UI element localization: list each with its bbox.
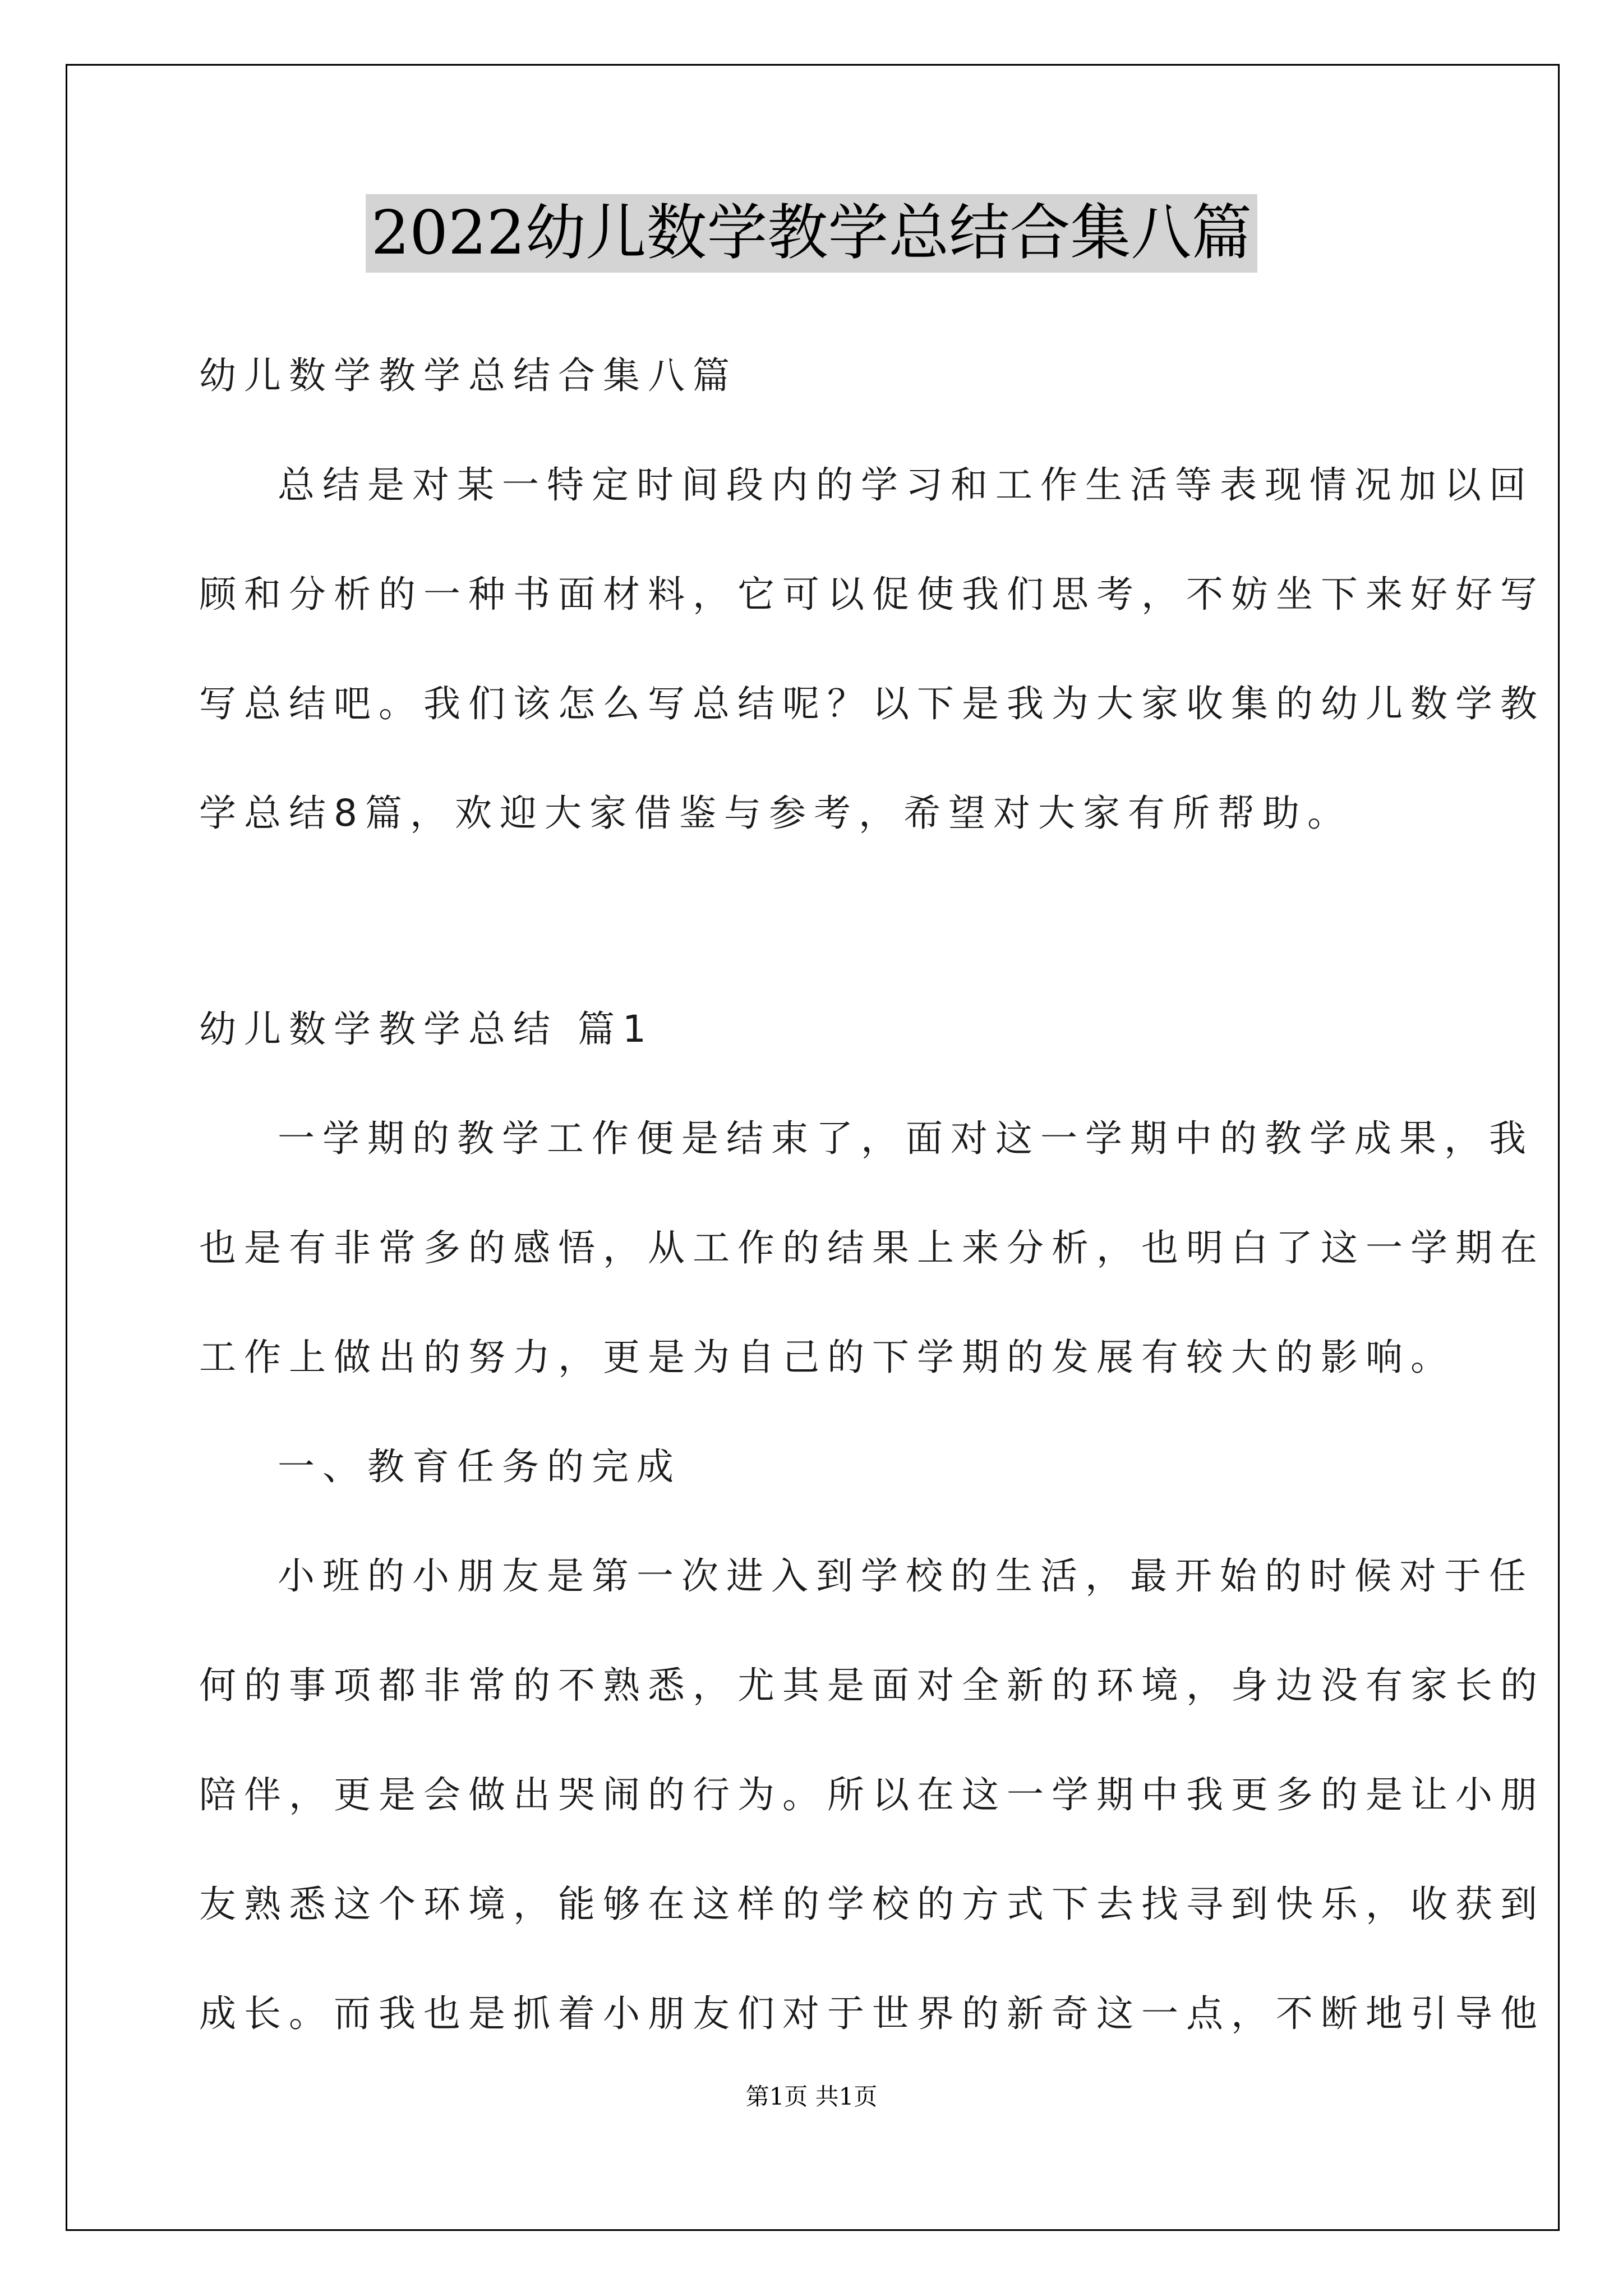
intro-line: 顾和分析的一种书面材料，它可以促使我们思考，不妨坐下来好好写 bbox=[199, 573, 1545, 616]
body-line: 友熟悉这个环境，能够在这样的学校的方式下去找寻到快乐，收获到 bbox=[199, 1883, 1545, 1926]
body-line: 何的事项都非常的不熟悉，尤其是面对全新的环境，身边没有家长的 bbox=[199, 1664, 1545, 1707]
intro-line: 写总结吧。我们该怎么写总结呢？以下是我为大家收集的幼儿数学教 bbox=[199, 682, 1545, 725]
body-line: 成长。而我也是抓着小朋友们对于世界的新奇这一点，不断地引导他 bbox=[199, 1992, 1545, 2035]
intro-line: 总结是对某一特定时间段内的学习和工作生活等表现情况加以回 bbox=[278, 463, 1534, 507]
intro-line: 学总结8篇，欢迎大家借鉴与参考，希望对大家有所帮助。 bbox=[199, 792, 1352, 835]
body-line: 一学期的教学工作便是结束了，面对这一学期中的教学成果，我 bbox=[278, 1117, 1534, 1160]
document-subtitle: 幼儿数学教学总结合集八篇 bbox=[199, 354, 737, 397]
body-line: 陪伴，更是会做出哭闹的行为。所以在这一学期中我更多的是让小朋 bbox=[199, 1773, 1545, 1816]
section-heading: 幼儿数学教学总结 篇1 bbox=[199, 1007, 654, 1051]
body-subheading: 一、教育任务的完成 bbox=[278, 1445, 681, 1488]
title-container bbox=[0, 194, 1623, 273]
page-footer: 第1页 共1页 bbox=[745, 2083, 878, 2110]
body-line: 也是有非常多的感悟，从工作的结果上来分析，也明白了这一学期在 bbox=[199, 1226, 1545, 1269]
document-title: 2022幼儿数学教学总结合集八篇 bbox=[366, 194, 1258, 273]
body-line: 小班的小朋友是第一次进入到学校的生活，最开始的时候对于任 bbox=[278, 1554, 1534, 1598]
body-line: 工作上做出的努力，更是为自己的下学期的发展有较大的影响。 bbox=[199, 1336, 1455, 1379]
